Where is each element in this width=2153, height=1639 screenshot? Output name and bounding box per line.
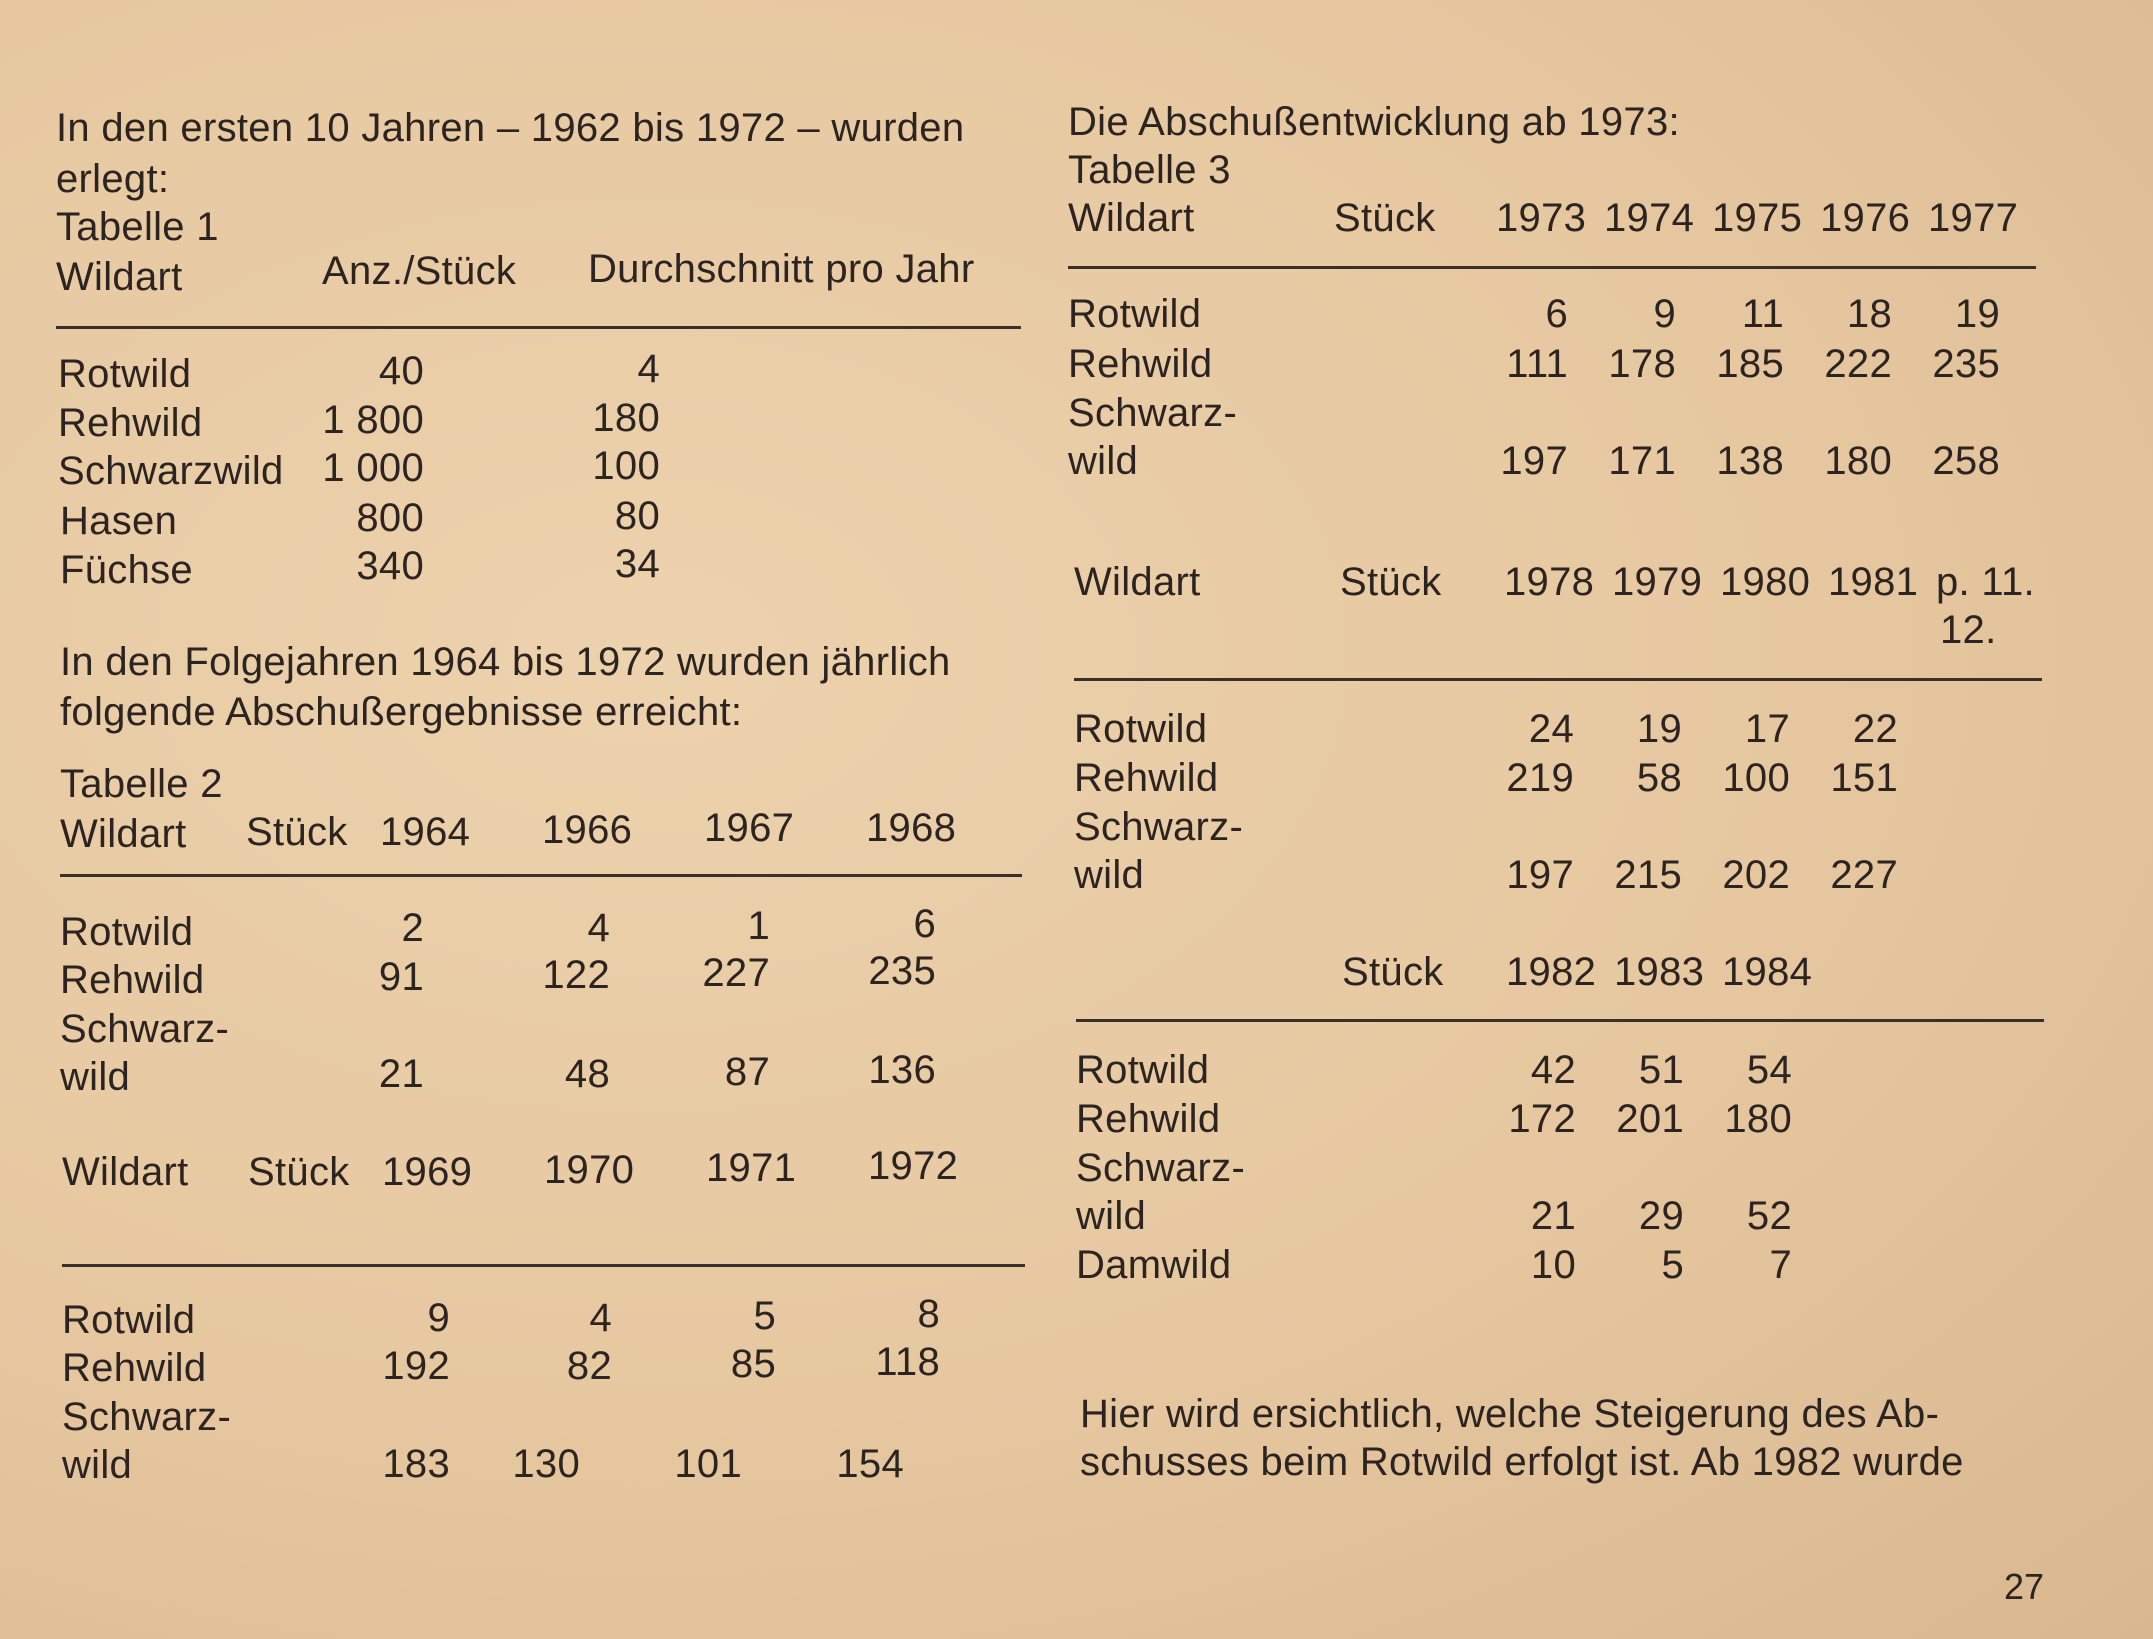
table2a-row3-v4: 136 [868, 1048, 936, 1092]
table3c-row1-v3: 54 [1746, 1048, 1792, 1092]
table3c-row1-name: Rotwild [1076, 1048, 1210, 1092]
left-intro-line1: In den ersten 10 Jahren – 1962 bis 1972 – wurden [56, 106, 965, 150]
table2b-row3-name-a: Schwarz- [62, 1395, 232, 1439]
table3c-header-stueck: Stück [1342, 950, 1444, 994]
table3c-row2-v1: 172 [1508, 1097, 1576, 1141]
table3c-row2-v2: 201 [1616, 1097, 1684, 1141]
table3c-row3-v2: 29 [1638, 1194, 1684, 1238]
table3c-rule [1076, 1019, 2044, 1022]
table3b-row3-name-a: Schwarz- [1074, 805, 1244, 849]
table1-row2-count: 1 800 [322, 398, 424, 442]
table2b-row3-name-b: wild [62, 1443, 133, 1487]
table3c-row1-v1: 42 [1530, 1048, 1576, 1092]
table3c-row2-v3: 180 [1724, 1097, 1792, 1141]
table1-row5-name: Füchse [60, 548, 193, 592]
table1-row2-avg: 180 [592, 396, 660, 440]
table1-rule [56, 326, 1021, 329]
table2b-row2-v2: 82 [566, 1344, 612, 1388]
table1-row1-avg: 4 [637, 347, 660, 391]
table2b-header-1971: 1971 [706, 1146, 797, 1190]
table3c-row4-v2: 5 [1661, 1243, 1684, 1287]
table2b-row1-name: Rotwild [62, 1298, 196, 1342]
left-intro-line4: folgende Abschußergebnisse erreicht: [60, 690, 743, 734]
table3c-row1-v2: 51 [1638, 1048, 1684, 1092]
table3b-header-1981: 1981 [1828, 560, 1919, 604]
table2a-row2-v4: 235 [868, 949, 936, 993]
table2a-header-stueck: Stück [246, 810, 348, 854]
table2b-header-1970: 1970 [544, 1148, 635, 1192]
table2b-row3-v4: 154 [836, 1442, 904, 1486]
table3a-header-1975: 1975 [1712, 196, 1803, 240]
table3b-header-1980: 1980 [1720, 560, 1811, 604]
table3a-row1-v1: 6 [1545, 292, 1568, 336]
left-intro-line3: In den Folgejahren 1964 bis 1972 wurden jährlich [60, 640, 951, 684]
table3b-row2-v1: 219 [1506, 756, 1574, 800]
table3b-row1-v1: 24 [1528, 707, 1574, 751]
table2a-row3-v3: 87 [724, 1050, 770, 1094]
table3a-row1-v3: 11 [1741, 292, 1784, 336]
table3c-row4-v1: 10 [1530, 1243, 1576, 1287]
table3a-header-wildart: Wildart [1068, 196, 1195, 240]
table3a-header-1977: 1977 [1928, 196, 2019, 240]
table2b-row3-v2: 130 [512, 1442, 580, 1486]
table3b-header-1978: 1978 [1504, 560, 1595, 604]
table2a-row3-name-b: wild [60, 1055, 131, 1099]
table2b-row2-v1: 192 [382, 1344, 450, 1388]
table3a-header-1973: 1973 [1496, 196, 1587, 240]
table2a-header-1967: 1967 [704, 806, 795, 850]
table2a-header-1966: 1966 [542, 808, 633, 852]
table2a-row2-name: Rehwild [60, 958, 205, 1002]
table3c-row3-v1: 21 [1530, 1194, 1576, 1238]
table1-row3-name: Schwarzwild [58, 449, 284, 493]
table1-caption: Tabelle 1 [56, 205, 219, 249]
table1-row1-count: 40 [378, 349, 424, 393]
table3b-header-wildart: Wildart [1074, 560, 1201, 604]
table3b-header-stueck: Stück [1340, 560, 1442, 604]
table3a-row3-v1: 197 [1500, 439, 1568, 483]
table3a-row3-name-a: Schwarz- [1068, 391, 1238, 435]
table1-row2-name: Rehwild [58, 401, 203, 445]
left-intro-line2: erlegt: [56, 157, 170, 201]
table3a-row2-v4: 222 [1824, 342, 1892, 386]
table3b-row1-v4: 22 [1852, 707, 1898, 751]
table3a-row2-v5: 235 [1932, 342, 2000, 386]
table3a-row2-name: Rehwild [1068, 342, 1213, 386]
table1-row5-avg: 34 [614, 542, 660, 586]
table2b-row2-v4: 118 [875, 1340, 940, 1384]
table3c-header-1982: 1982 [1506, 950, 1597, 994]
table3b-row1-v3: 17 [1744, 707, 1790, 751]
table2a-header-1968: 1968 [866, 806, 957, 850]
table3c-row3-name-a: Schwarz- [1076, 1146, 1246, 1190]
table2b-row3-v1: 183 [382, 1442, 450, 1486]
table3a-header-1974: 1974 [1604, 196, 1695, 240]
table3b-row2-v4: 151 [1830, 756, 1898, 800]
table3b-header-period: p. 11. [1936, 560, 2035, 604]
table3c-row3-v3: 52 [1746, 1194, 1792, 1238]
table3b-row3-v2: 215 [1614, 853, 1682, 897]
table3a-row1-name: Rotwild [1068, 292, 1202, 336]
table3c-row2-name: Rehwild [1076, 1097, 1221, 1141]
right-outro-line1: Hier wird ersichtlich, welche Steigerung des Ab- [1080, 1392, 1940, 1436]
table1-header-average: Durchschnitt pro Jahr [588, 247, 975, 291]
table2a-row3-v1: 21 [378, 1052, 424, 1096]
table2b-row2-name: Rehwild [62, 1346, 207, 1390]
table2a-row1-v1: 2 [401, 906, 424, 950]
table2a-row2-v3: 227 [702, 951, 770, 995]
table2a-row3-v2: 48 [564, 1052, 610, 1096]
table2b-header-wildart: Wildart [62, 1150, 189, 1194]
table2b-header-stueck: Stück [248, 1150, 350, 1194]
table1-row3-count: 1 000 [322, 446, 424, 490]
table3b-row3-name-b: wild [1074, 853, 1145, 897]
table2b-header-1972: 1972 [868, 1144, 959, 1188]
table3b-header-1979: 1979 [1612, 560, 1703, 604]
table3a-row2-v2: 178 [1608, 342, 1676, 386]
table2a-row2-v1: 91 [378, 955, 424, 999]
table3a-rule [1068, 266, 2036, 269]
table2b-row3-v3: 101 [674, 1442, 742, 1486]
table3c-header-1984: 1984 [1722, 950, 1813, 994]
table3c-row4-v3: 7 [1769, 1243, 1792, 1287]
table3b-row3-v3: 202 [1722, 853, 1790, 897]
table3b-rule [1074, 678, 2042, 681]
table3b-row1-name: Rotwild [1074, 707, 1208, 751]
table2b-header-1969: 1969 [382, 1150, 473, 1194]
table3a-row1-v2: 9 [1653, 292, 1676, 336]
table1-header-wildart: Wildart [56, 255, 183, 299]
table2a-header-wildart: Wildart [60, 812, 187, 856]
table1-row4-avg: 80 [614, 494, 660, 538]
table3a-row1-v4: 18 [1846, 292, 1892, 336]
table2b-row2-v3: 85 [730, 1342, 776, 1386]
page-number: 27 [2004, 1566, 2045, 1607]
table1-row4-count: 800 [356, 496, 424, 540]
table2a-row3-name-a: Schwarz- [60, 1007, 230, 1051]
table3c-row4-name: Damwild [1076, 1243, 1232, 1287]
table3c-row3-name-b: wild [1076, 1194, 1147, 1238]
table1-row4-name: Hasen [60, 499, 178, 543]
table3a-row3-v3: 138 [1716, 439, 1784, 483]
table1-row3-avg: 100 [592, 444, 660, 488]
table3a-header-stueck: Stück [1334, 196, 1436, 240]
table2b-rule [62, 1264, 1025, 1267]
table2a-rule [60, 874, 1022, 877]
table2b-row1-v4: 8 [917, 1292, 940, 1336]
table3a-row3-v4: 180 [1824, 439, 1892, 483]
table3a-row2-v1: 111 [1506, 342, 1568, 386]
table3a-header-1976: 1976 [1820, 196, 1911, 240]
table2b-row1-v2: 4 [589, 1296, 612, 1340]
table2a-row1-v3: 1 [747, 904, 770, 948]
table3a-row1-v5: 19 [1954, 292, 2000, 336]
table2b-row1-v1: 9 [427, 1296, 450, 1340]
table3b-header-period-b: 12. [1940, 608, 1997, 652]
right-outro-line2: schusses beim Rotwild erfolgt ist. Ab 1982 wurde [1080, 1440, 1964, 1484]
table3-caption: Tabelle 3 [1068, 148, 1231, 192]
table2a-row1-name: Rotwild [60, 910, 194, 954]
table3b-row3-v1: 197 [1506, 853, 1574, 897]
table2b-row1-v3: 5 [753, 1294, 776, 1338]
table3a-row3-v5: 258 [1932, 439, 2000, 483]
table3a-row3-v2: 171 [1608, 439, 1676, 483]
table1-header-count: Anz./Stück [322, 249, 517, 293]
table3b-row2-v3: 100 [1722, 756, 1790, 800]
table2a-row1-v4: 6 [913, 902, 936, 946]
table2-caption: Tabelle 2 [60, 762, 223, 806]
table3b-row2-v2: 58 [1636, 756, 1682, 800]
table2a-row1-v2: 4 [587, 906, 610, 950]
table2a-row2-v2: 122 [542, 953, 610, 997]
table3c-header-1983: 1983 [1614, 950, 1705, 994]
table3b-row1-v2: 19 [1636, 707, 1682, 751]
right-intro-line1: Die Abschußentwicklung ab 1973: [1068, 100, 1680, 144]
table3a-row3-name-b: wild [1068, 439, 1139, 483]
table1-row1-name: Rotwild [58, 352, 192, 396]
table3b-row2-name: Rehwild [1074, 756, 1219, 800]
table3a-row2-v3: 185 [1716, 342, 1784, 386]
table1-row5-count: 340 [356, 544, 424, 588]
table3b-row3-v4: 227 [1830, 853, 1898, 897]
table2a-header-1964: 1964 [380, 810, 471, 854]
